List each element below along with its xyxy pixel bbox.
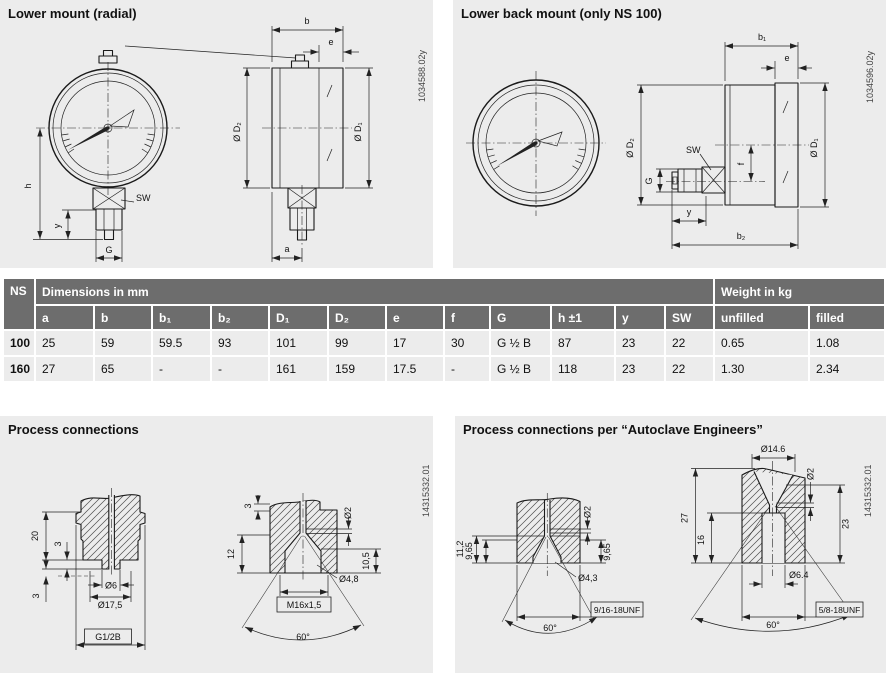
thread-label-58unf: 5/8-18UNF — [818, 605, 861, 615]
dim-label-o2: Ø2 — [582, 505, 593, 519]
dim-label-d1: Ø D₁ — [809, 138, 819, 158]
connection-g-half-b — [30, 488, 145, 650]
col-header: unfilled — [714, 305, 809, 330]
dim-label-sw: SW — [136, 193, 151, 203]
pointer-needle — [497, 142, 537, 167]
table-row — [3, 330, 885, 356]
cell: 160 — [3, 356, 35, 382]
dim-label-b2: b₂ — [736, 231, 746, 241]
dim-label-3-end: 3 — [31, 593, 41, 599]
gauge-side-view — [125, 46, 352, 247]
col-header: b₂ — [211, 305, 269, 330]
figure-id: 1034588.02y — [417, 49, 427, 102]
dim-label-3-step: 3 — [53, 541, 63, 547]
dim-label-105: 10,5 — [361, 552, 371, 570]
dim-label-b1: b₁ — [757, 32, 767, 42]
thread-label-m16: M16x1,5 — [286, 600, 322, 610]
dim-label-o2: Ø2 — [343, 506, 353, 520]
dim-label-d1: Ø D₁ — [353, 122, 363, 142]
cell: 65 — [94, 356, 152, 382]
pointer-needle — [68, 127, 109, 151]
cell: 59 — [94, 330, 152, 356]
dim-label-o2: Ø2 — [805, 467, 816, 481]
lower-mount-drawing — [0, 0, 433, 268]
table-row — [3, 356, 885, 382]
col-header: y — [615, 305, 665, 330]
col-header: SW — [665, 305, 714, 330]
dim-label-e: e — [328, 37, 334, 47]
dim-label-20: 20 — [30, 530, 40, 542]
cell: 27 — [35, 356, 94, 382]
gauge-front-view — [466, 71, 606, 216]
dim-label-y: y — [52, 223, 62, 229]
cell: 87 — [551, 330, 615, 356]
cell: 23 — [615, 330, 665, 356]
gauge-front-view — [36, 51, 180, 240]
panel-process-connections-autoclave — [455, 416, 886, 673]
thread-label-916unf: 9/16-18UNF — [593, 605, 641, 615]
cell: 101 — [269, 330, 328, 356]
panel-title: Process connections per “Autoclave Engineers” — [463, 422, 763, 437]
dim-label-o64: Ø6.4 — [789, 570, 809, 580]
panel-lower-back-mount — [453, 0, 886, 268]
angle-label-60: 60° — [766, 620, 780, 630]
cell: 25 — [35, 330, 94, 356]
front-view-dimensions — [23, 129, 151, 263]
dim-label-12: 12 — [226, 548, 236, 560]
dim-label-23: 23 — [840, 518, 851, 530]
cell: 17.5 — [386, 356, 444, 382]
col-header: D₁ — [269, 305, 328, 330]
col-header: f — [444, 305, 490, 330]
cell: 17 — [386, 330, 444, 356]
dim-label-sw: SW — [686, 145, 701, 155]
dim-label-o146: Ø14.6 — [760, 444, 786, 454]
dim-label-d2: Ø D₂ — [232, 122, 242, 142]
dim-label-112: 11,2 — [455, 540, 465, 558]
col-header-ns: NS — [3, 278, 35, 330]
dim-label-o175: Ø17,5 — [97, 600, 123, 610]
process-connections-drawing — [0, 416, 433, 673]
dim-label-o48: Ø4,8 — [339, 574, 359, 584]
cell: 59.5 — [152, 330, 211, 356]
angle-label-60: 60° — [296, 632, 310, 642]
col-header: b — [94, 305, 152, 330]
panel-lower-mount — [0, 0, 433, 268]
dim-label-965r: 9,65 — [602, 543, 612, 561]
lower-back-mount-drawing — [453, 0, 886, 268]
thread-label-g12b: G1/2B — [95, 632, 121, 642]
dim-label-3: 3 — [243, 503, 253, 509]
cell: 100 — [3, 330, 35, 356]
connection-916-unf — [455, 493, 643, 633]
cell: 159 — [328, 356, 386, 382]
dim-label-b: b — [304, 16, 310, 26]
cell: 22 — [665, 356, 714, 382]
angle-label-60: 60° — [543, 623, 557, 633]
connection-58-unf — [680, 444, 864, 631]
dim-label-o6: Ø6 — [104, 580, 118, 591]
dim-label-f: f — [736, 162, 746, 166]
col-header: b₁ — [152, 305, 211, 330]
panel-title: Lower back mount (only NS 100) — [461, 6, 662, 21]
cell: - — [211, 356, 269, 382]
cell: 1.08 — [809, 330, 885, 356]
cell: 30 — [444, 330, 490, 356]
group-header-weight: Weight in kg — [714, 278, 885, 305]
cell: 118 — [551, 356, 615, 382]
figure-id: 14315332.01 — [421, 464, 431, 517]
connection-m16 — [226, 493, 381, 642]
dimensions-table — [2, 277, 886, 383]
col-header: D₂ — [328, 305, 386, 330]
col-header: filled — [809, 305, 885, 330]
dim-label-d2: Ø D₂ — [625, 138, 635, 158]
figure-id: 14315332.01 — [863, 464, 873, 517]
dim-label-o43: Ø4,3 — [578, 573, 598, 583]
col-header: e — [386, 305, 444, 330]
cell: 0.65 — [714, 330, 809, 356]
cell: 99 — [328, 330, 386, 356]
dim-label-g: G — [644, 177, 654, 185]
cell: G ½ B — [490, 356, 551, 382]
col-header: G — [490, 305, 551, 330]
figure-id: 1034596.02y — [865, 50, 875, 103]
cell: 2.34 — [809, 356, 885, 382]
autoclave-connections-drawing — [455, 416, 886, 673]
cell: 22 — [665, 330, 714, 356]
panel-process-connections — [0, 416, 433, 673]
dim-label-e: e — [784, 53, 790, 63]
cell: - — [152, 356, 211, 382]
cell: - — [444, 356, 490, 382]
cell: 93 — [211, 330, 269, 356]
side-view-dimensions — [232, 16, 373, 262]
panel-title: Process connections — [8, 422, 139, 437]
dim-label-g: G — [105, 245, 113, 255]
panel-title: Lower mount (radial) — [8, 6, 137, 21]
dim-label-a: a — [284, 244, 290, 254]
group-header-dimensions: Dimensions in mm — [35, 278, 714, 305]
dim-label-965l: 9,65 — [464, 542, 474, 560]
dim-label-27: 27 — [679, 512, 690, 524]
cell: 161 — [269, 356, 328, 382]
dim-label-16: 16 — [696, 534, 706, 546]
col-header: a — [35, 305, 94, 330]
cell: 23 — [615, 356, 665, 382]
dim-label-h: h — [23, 183, 33, 189]
col-header: h ±1 — [551, 305, 615, 330]
cell: 1.30 — [714, 356, 809, 382]
dim-label-y: y — [686, 207, 692, 217]
cell: G ½ B — [490, 330, 551, 356]
